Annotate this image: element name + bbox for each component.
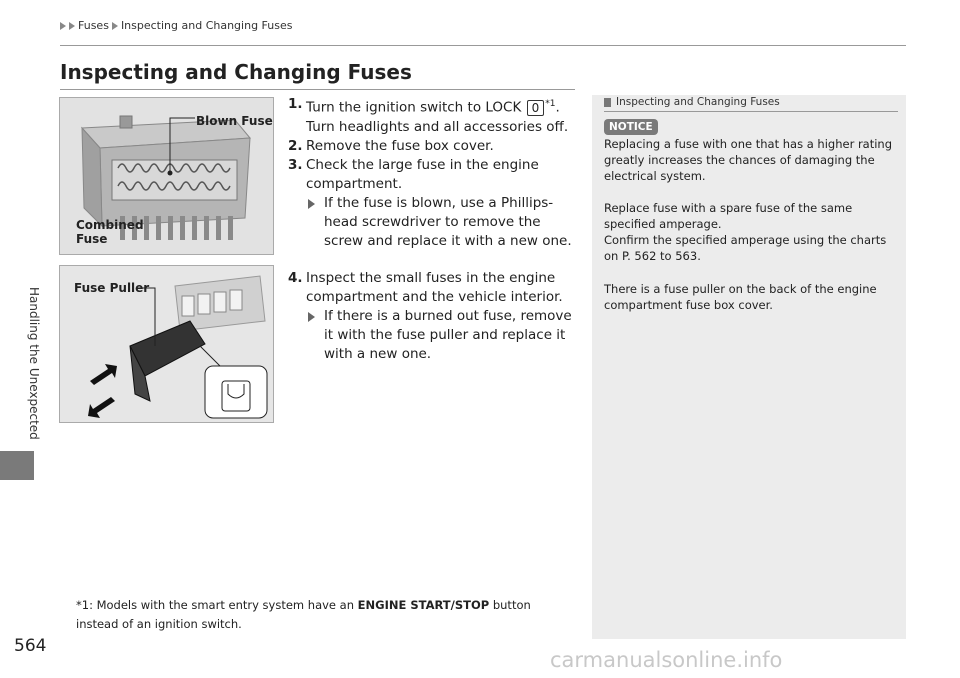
substep-arrow-icon <box>308 199 315 209</box>
step-text: Remove the fuse box cover. <box>306 137 494 154</box>
step-text: Check the large fuse in the engine compartment. <box>306 156 539 192</box>
panel-heading-text: Inspecting and Changing Fuses <box>616 96 780 108</box>
footnote-ref: *1 <box>545 99 556 109</box>
notice-text: Replacing a fuse with one that has a higher rating greatly increases the chances of damaging the electrical system. <box>604 137 893 183</box>
footnote-suffix: button instead of an ignition switch. <box>76 598 531 631</box>
notice-badge: NOTICE <box>604 119 658 135</box>
breadcrumb-item-fuses[interactable]: Fuses <box>78 19 109 32</box>
reference-icon <box>604 98 611 107</box>
panel-divider <box>604 111 898 112</box>
step-2 <box>288 137 578 156</box>
footnote <box>76 596 576 634</box>
ignition-key-symbol: 0 <box>527 100 545 116</box>
callout-blown-fuse: Blown Fuse <box>196 114 273 128</box>
step-number: 4. <box>288 269 303 286</box>
substep-text: If there is a burned out fuse, remove it with the fuse puller and replace it with a new one. <box>324 307 572 362</box>
fuse-puller-illustration <box>59 265 274 423</box>
step-text: Inspect the small fuses in the engine compartment and the vehicle interior. <box>306 269 563 305</box>
step-number: 2. <box>288 137 303 154</box>
breadcrumb-arrow-icon <box>60 22 66 30</box>
step-text-continued: . Turn headlights and all accessories off. <box>306 99 569 135</box>
header-divider <box>60 45 906 46</box>
step-3-substep <box>306 194 578 251</box>
step-text: Turn the ignition switch to LOCK <box>306 99 526 116</box>
panel-paragraph-fuse-puller: There is a fuse puller on the back of the engine compartment fuse box cover. <box>604 282 877 312</box>
step-4 <box>288 269 578 364</box>
breadcrumb-item-current: Inspecting and Changing Fuses <box>120 19 293 32</box>
footnote-button-name: ENGINE START/STOP <box>357 598 490 612</box>
instruction-steps <box>288 95 578 364</box>
substep-arrow-icon <box>308 312 315 322</box>
breadcrumb-arrow-icon <box>69 22 75 30</box>
section-tab-marker <box>0 451 34 480</box>
step-1 <box>288 95 578 137</box>
callout-combined-fuse: Combined Fuse <box>76 218 144 246</box>
breadcrumb <box>60 19 292 32</box>
step-3 <box>288 156 578 251</box>
callout-fuse-puller: Fuse Puller <box>74 281 150 295</box>
step-4-substep <box>306 307 578 364</box>
step-number: 1. <box>288 96 303 112</box>
panel-paragraph-spare-fuse: Replace fuse with a spare fuse of the same specified amperage. <box>604 201 853 231</box>
watermark: carmanualsonline.info <box>550 648 783 672</box>
step-number: 3. <box>288 156 303 173</box>
footnote-prefix: *1: Models with the smart entry system have an <box>76 598 358 612</box>
fuse-box-illustration <box>59 97 274 255</box>
panel-heading <box>604 96 780 108</box>
page-number: 564 <box>14 636 47 656</box>
page-title: Inspecting and Changing Fuses <box>60 60 412 84</box>
breadcrumb-arrow-icon <box>112 22 118 30</box>
substep-text: If the fuse is blown, use a Phillips-head screwdriver to remove the screw and replace it with a new one. <box>324 194 572 249</box>
title-divider <box>60 89 575 90</box>
section-side-tab: Handling the Unexpected <box>27 287 41 440</box>
panel-paragraph-amperage: Confirm the specified amperage using the charts on P. 562 to 563. <box>604 233 887 263</box>
